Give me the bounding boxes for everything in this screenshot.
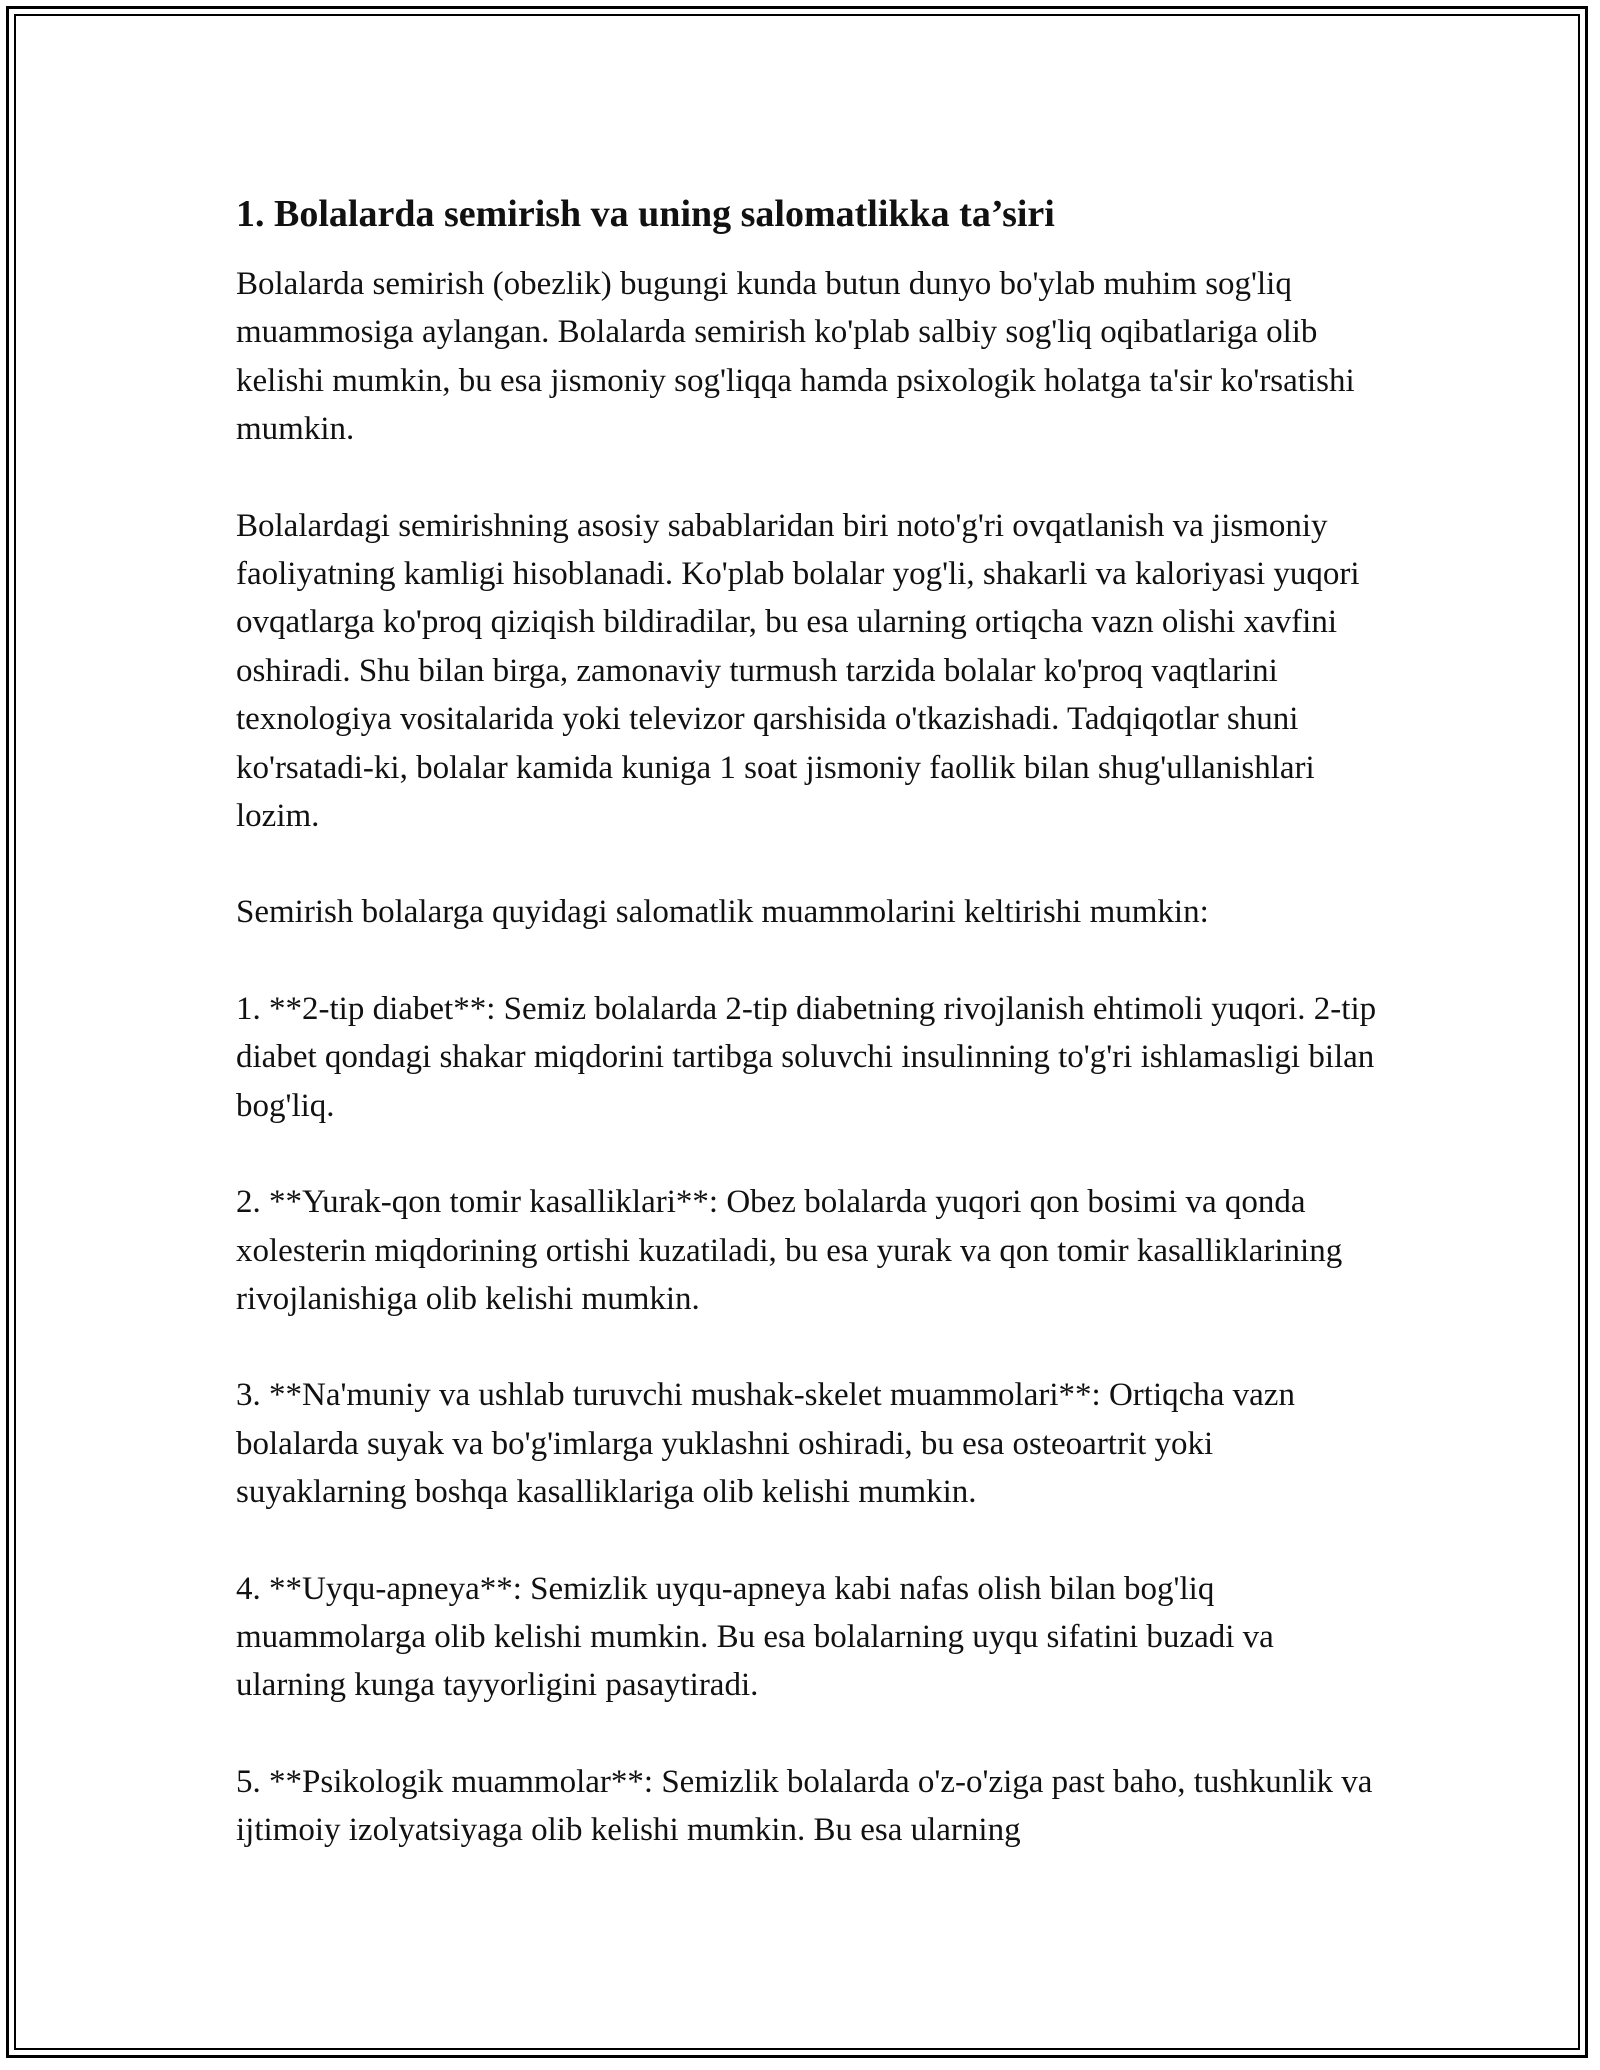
section-heading: 1. Bolalarda semirish va uning salomatlikka ta’siri <box>236 193 1055 235</box>
document-body <box>236 186 1386 1903</box>
list-item-sleep-apnea: 4. **Uyqu-apneya**: Semizlik uyqu-apneya kabi nafas olish bilan bog'liq muammolarga olib kelishi mumkin. Bu esa bolalarning uyqu sifatini buzadi va ularning kunga tayyorligini pasaytiradi. <box>236 1570 1274 1704</box>
paragraph-intro: Bolalarda semirish (obezlik) bugungi kunda butun dunyo bo'ylab muhim sog'liq muammosiga aylangan. Bolalarda semirish ko'plab salbiy sog'liq oqibatlariga olib kelishi mumkin, bu esa jismoniy sog'liqqa hamda psixologik holatga ta'sir ko'rsatishi mumkin. <box>236 266 1355 448</box>
list-item-diabetes: 1. **2-tip diabet**: Semiz bolalarda 2-tip diabetning rivojlanish ehtimoli yuqori. 2-tip diabet qondagi shakar miqdorini tartibga soluvchi insulinning to'g'ri ishlamasligi bilan bog'liq. <box>236 990 1377 1124</box>
list-item-musculoskeletal: 3. **Na'muniy va ushlab turuvchi mushak-skelet muammolari**: Ortiqcha vazn bolalarda suyak va bo'g'imlarga yuklashni oshiradi, bu esa osteoartrit yoki suyaklarning boshqa kasalliklariga olib kelishi mumkin. <box>236 1377 1295 1511</box>
list-item-cardiovascular: 2. **Yurak-qon tomir kasalliklari**: Obez bolalarda yuqori qon bosimi va qonda xolesterin miqdorining ortishi kuzatiladi, bu esa yurak va qon tomir kasalliklarining rivojlanishiga olib kelishi mumkin. <box>236 1184 1343 1317</box>
paragraph-list-intro: Semirish bolalarga quyidagi salomatlik muammolarini keltirishi mumkin: <box>236 894 1209 931</box>
paragraph-causes: Bolalardagi semirishning asosiy sabablaridan biri noto'g'ri ovqatlanish va jismoniy faoliyatning kamligi hisoblanadi. Ko'plab bolalar yog'li, shakarli va kaloriyasi yuqori ovqatlarga ko'proq qiziqish bildiradilar, bu esa ularning ortiqcha vazn olishi xavfini oshiradi. Shu bilan birga, zamonaviy turmush tarzida bolalar ko'proq vaqtlarini texnologiya vositalarida yoki televizor qarshisida o'tkazishadi. Tadqiqotlar shuni ko'rsatadi-ki, bolalar kamida kuniga 1 soat jismoniy faollik bilan shug'ullanishlari lozim. <box>236 507 1360 835</box>
list-item-psychological: 5. **Psikologik muammolar**: Semizlik bolalarda o'z-o'ziga past baho, tushkunlik va ijtimoiy izolyatsiyaga olib kelishi mumkin. Bu esa ularning <box>236 1763 1373 1849</box>
